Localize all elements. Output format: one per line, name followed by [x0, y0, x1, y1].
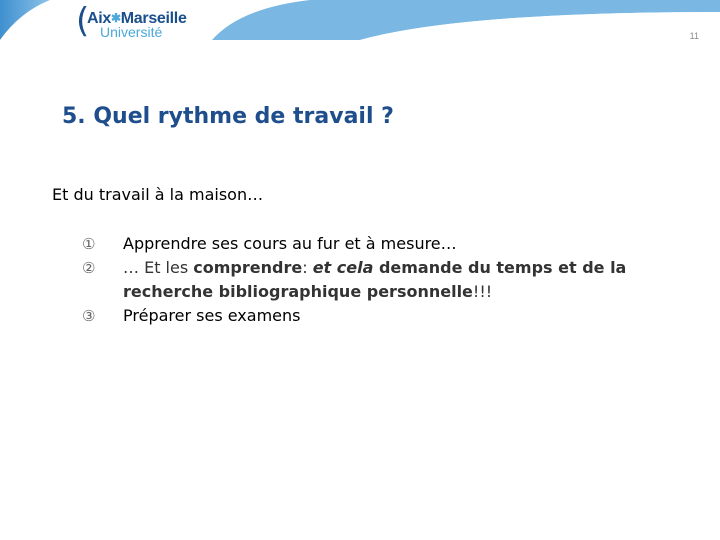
list-item-text: … Et les comprendre: et cela demande du temps et de la recherche bibliographique personnelle!!! [123, 258, 627, 301]
slide-title: 5. Quel rythme de travail ? [62, 104, 394, 129]
numbered-list [82, 232, 682, 328]
list-item-text: Apprendre ses cours au fur et à mesure… [123, 234, 457, 253]
list-marker: ① [82, 235, 96, 253]
logo-star-icon: ✱ [111, 11, 121, 25]
university-logo [76, 1, 196, 42]
logo-subtitle: Université [100, 24, 163, 40]
list-marker: ③ [82, 307, 96, 325]
list-item [82, 232, 682, 256]
slide-subtitle: Et du travail à la maison… [52, 185, 264, 204]
list-item [82, 256, 682, 304]
list-item [82, 304, 682, 328]
list-item-text: Préparer ses examens [123, 306, 301, 325]
logo-wordmark: Aix✱Marseille [87, 10, 187, 27]
logo-bracket-icon: ( [76, 1, 90, 41]
list-marker: ② [82, 259, 96, 277]
page-number: 11 [689, 31, 699, 41]
